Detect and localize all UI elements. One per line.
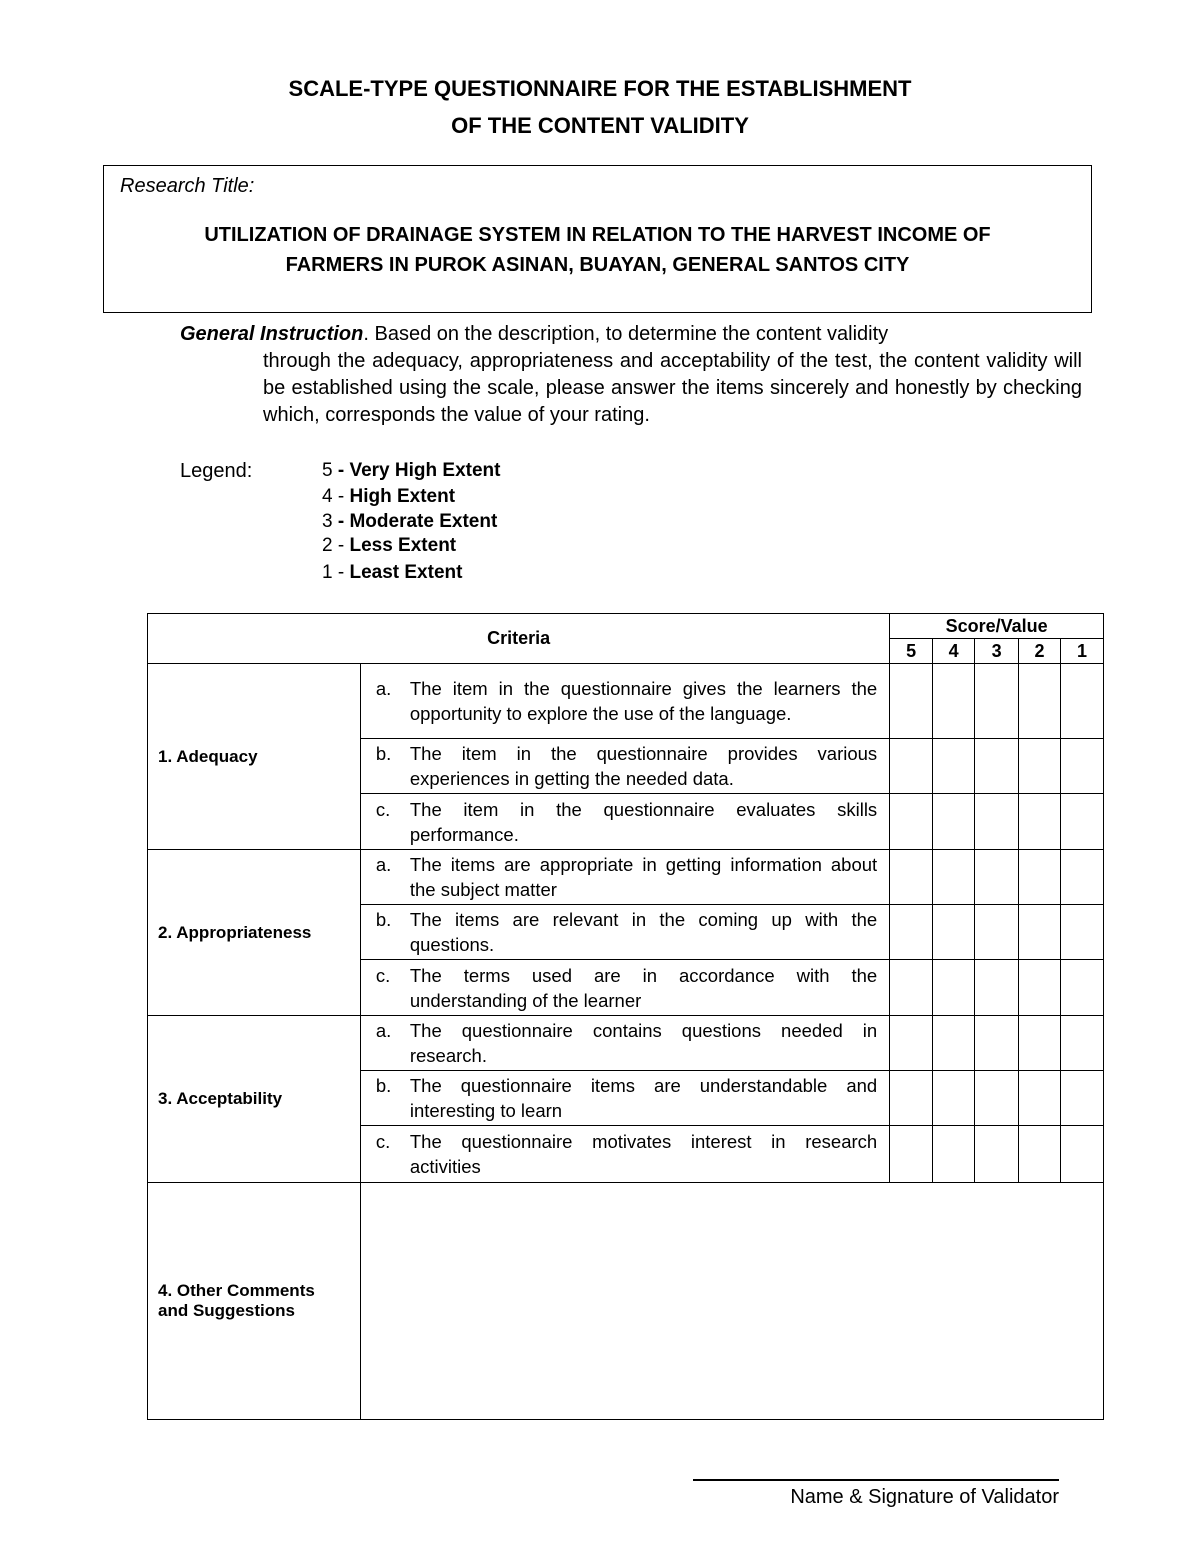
score-cell[interactable] <box>1061 1016 1104 1071</box>
research-title-line1: UTILIZATION OF DRAINAGE SYSTEM IN RELATION TO THE HARVEST INCOME OF <box>204 224 991 246</box>
score-cell[interactable] <box>1061 905 1104 960</box>
score-cell[interactable] <box>1019 1126 1061 1183</box>
comments-label-line2: and Suggestions <box>158 1301 295 1320</box>
score-cell[interactable] <box>890 1016 933 1071</box>
criteria-item: b. The questionnaire items are understandable and interesting to learn <box>360 1071 889 1126</box>
score-cell[interactable] <box>933 794 975 850</box>
score-cell[interactable] <box>1019 960 1061 1016</box>
research-title-line2: FARMERS IN PUROK ASINAN, BUAYAN, GENERAL SANTOS CITY <box>285 254 910 276</box>
score-cell[interactable] <box>933 850 975 905</box>
legend-item: 5 - Very High Extent <box>322 460 501 481</box>
comments-area[interactable] <box>360 1183 1103 1420</box>
category-appropriateness: 2. Appropriateness <box>148 850 361 1016</box>
score-cell[interactable] <box>933 1126 975 1183</box>
score-cell[interactable] <box>1061 739 1104 794</box>
legend-item: 3 - Moderate Extent <box>322 511 498 532</box>
score-cell[interactable] <box>975 664 1019 739</box>
research-title-box <box>103 165 1092 313</box>
score-cell[interactable] <box>1019 664 1061 739</box>
score-cell[interactable] <box>1061 1071 1104 1126</box>
criteria-item: b. The items are relevant in the coming up with the questions. <box>360 905 889 960</box>
criteria-header: Criteria <box>148 614 890 664</box>
instruction-label: General Instruction <box>180 323 364 345</box>
score-cell[interactable] <box>975 1126 1019 1183</box>
score-cell[interactable] <box>1019 1016 1061 1071</box>
score-header-5: 5 <box>890 639 933 664</box>
score-cell[interactable] <box>1019 1071 1061 1126</box>
instruction-text-rest: through the adequacy, appropriateness and acceptability of the test, the content validity will be established using the scale, please answer the items sincerely and honestly by checking which, corresponds the value of your rating. <box>263 350 1082 426</box>
research-title-label: Research Title: <box>120 175 255 197</box>
score-cell[interactable] <box>933 1071 975 1126</box>
criteria-table <box>147 613 1104 1420</box>
score-cell[interactable] <box>975 739 1019 794</box>
score-header-3: 3 <box>975 639 1019 664</box>
signature-label: Name & Signature of Validator <box>790 1486 1059 1508</box>
score-header-1: 1 <box>1061 639 1104 664</box>
score-cell[interactable] <box>1061 850 1104 905</box>
score-cell[interactable] <box>975 905 1019 960</box>
score-value-header: Score/Value <box>890 614 1104 639</box>
document-title-line1: SCALE-TYPE QUESTIONNAIRE FOR THE ESTABLISHMENT <box>288 76 912 101</box>
score-cell[interactable] <box>1019 905 1061 960</box>
research-title <box>104 220 1091 280</box>
score-cell[interactable] <box>933 739 975 794</box>
criteria-item: c. The terms used are in accordance with the understanding of the learner <box>360 960 889 1016</box>
category-acceptability: 3. Acceptability <box>148 1016 361 1183</box>
score-cell[interactable] <box>933 664 975 739</box>
score-cell[interactable] <box>890 1071 933 1126</box>
score-cell[interactable] <box>890 1126 933 1183</box>
comments-label-line1: 4. Other Comments <box>158 1281 315 1300</box>
score-cell[interactable] <box>890 794 933 850</box>
legend-item: 2 - Less Extent <box>322 535 457 556</box>
criteria-item: c. The questionnaire motivates interest in research activities <box>360 1126 889 1183</box>
instruction-text-first: . Based on the description, to determine the content validity <box>363 323 889 345</box>
score-cell[interactable] <box>890 850 933 905</box>
score-cell[interactable] <box>890 960 933 1016</box>
legend-label: Legend: <box>180 460 253 482</box>
score-cell[interactable] <box>890 739 933 794</box>
general-instruction <box>180 321 1082 429</box>
score-cell[interactable] <box>890 905 933 960</box>
score-cell[interactable] <box>975 850 1019 905</box>
score-cell[interactable] <box>975 960 1019 1016</box>
score-cell[interactable] <box>1061 1126 1104 1183</box>
criteria-item: a. The questionnaire contains questions needed in research. <box>360 1016 889 1071</box>
legend-item: 4 - High Extent <box>322 486 456 507</box>
score-cell[interactable] <box>1019 850 1061 905</box>
score-cell[interactable] <box>975 794 1019 850</box>
score-cell[interactable] <box>1061 794 1104 850</box>
score-cell[interactable] <box>890 664 933 739</box>
criteria-item: b. The item in the questionnaire provides various experiences in getting the needed data. <box>360 739 889 794</box>
score-cell[interactable] <box>1061 960 1104 1016</box>
category-adequacy: 1. Adequacy <box>148 664 361 850</box>
score-cell[interactable] <box>1061 664 1104 739</box>
score-cell[interactable] <box>933 905 975 960</box>
criteria-item: a. The items are appropriate in getting information about the subject matter <box>360 850 889 905</box>
score-header-2: 2 <box>1019 639 1061 664</box>
score-cell[interactable] <box>933 960 975 1016</box>
legend-item: 1 - Least Extent <box>322 562 463 583</box>
score-cell[interactable] <box>975 1016 1019 1071</box>
score-header-4: 4 <box>933 639 975 664</box>
score-cell[interactable] <box>975 1071 1019 1126</box>
score-cell[interactable] <box>1019 794 1061 850</box>
document-title-line2: OF THE CONTENT VALIDITY <box>451 113 749 138</box>
score-cell[interactable] <box>933 1016 975 1071</box>
score-cell[interactable] <box>1019 739 1061 794</box>
criteria-item: c. The item in the questionnaire evaluates skills performance. <box>360 794 889 850</box>
criteria-item: a. The item in the questionnaire gives the learners the opportunity to explore the use of the language. <box>360 664 889 739</box>
category-comments <box>148 1183 361 1420</box>
signature-line <box>693 1479 1059 1481</box>
